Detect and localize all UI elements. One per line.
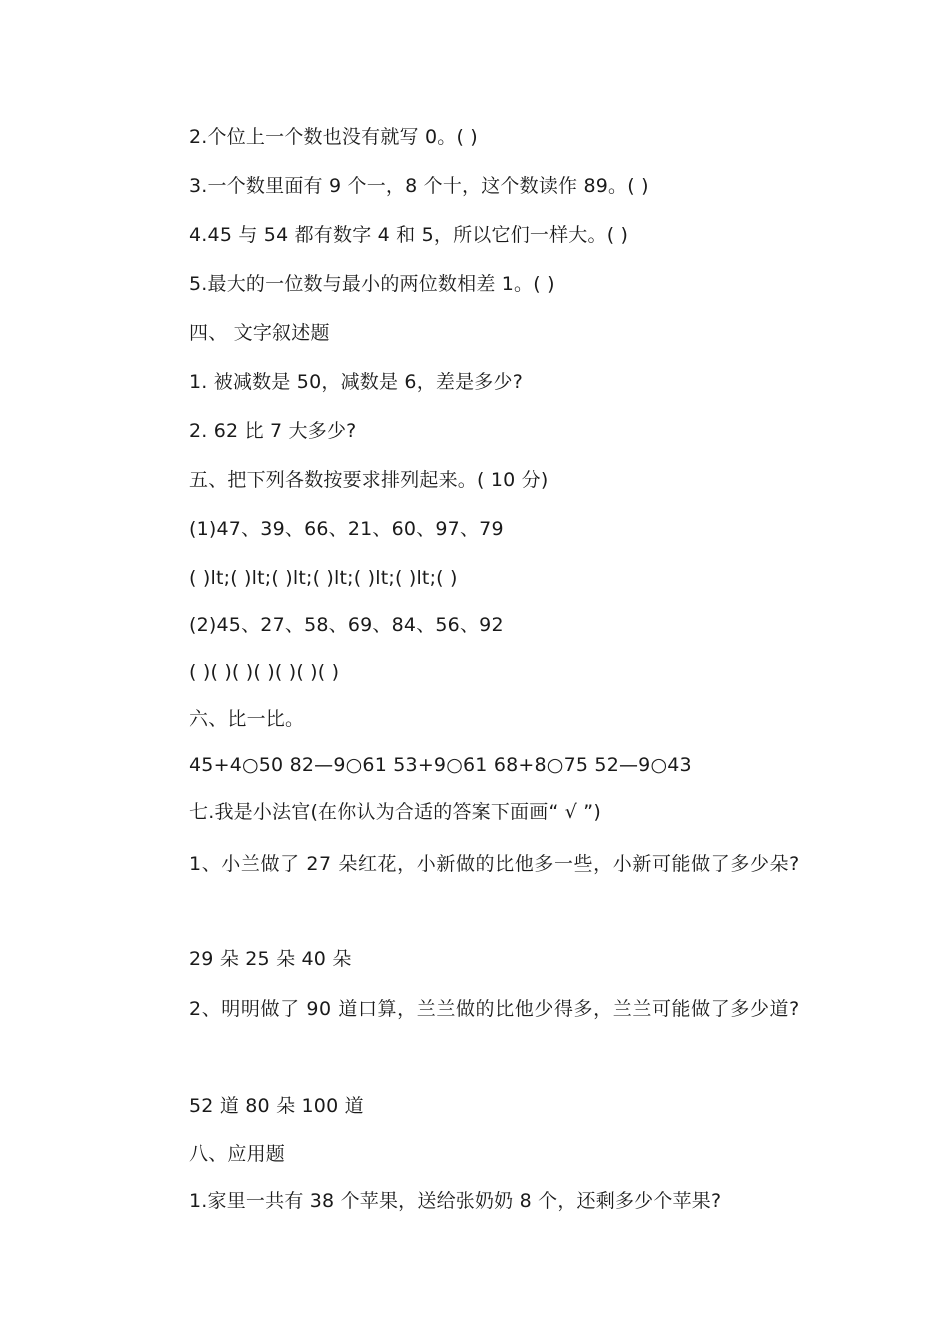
section-8-heading: 八、应用题 <box>189 1143 286 1165</box>
sort-set-1: (1)47、39、66、21、60、97、79 <box>189 518 504 540</box>
judge-question-1: 1、小兰做了 27 朵红花，小新做的比他多一些，小新可能做了多少朵? <box>189 853 800 875</box>
word-problem-2: 2. 62 比 7 大多少? <box>189 420 357 442</box>
sort-answer-1: ( )lt;( )lt;( )lt;( )lt;( )lt;( )lt;( ) <box>189 567 458 589</box>
section-4-heading: 四、 文字叙述题 <box>189 322 330 344</box>
judge-item-3: 3.一个数里面有 9 个一，8 个十，这个数读作 89。( ) <box>189 175 649 197</box>
judge-options-2: 52 道 80 朵 100 道 <box>189 1095 364 1117</box>
judge-question-2: 2、明明做了 90 道口算，兰兰做的比他少得多，兰兰可能做了多少道? <box>189 998 800 1020</box>
judge-item-4: 4.45 与 54 都有数字 4 和 5，所以它们一样大。( ) <box>189 224 629 246</box>
judge-item-2: 2.个位上一个数也没有就写 0。( ) <box>189 126 478 148</box>
judge-item-5: 5.最大的一位数与最小的两位数相差 1。( ) <box>189 273 555 295</box>
section-7-heading: 七.我是小法官(在你认为合适的答案下面画“ √ ”) <box>189 801 601 823</box>
compare-items: 45+4○50 82—9○61 53+9○61 68+8○75 52—9○43 <box>189 754 692 776</box>
section-5-heading: 五、把下列各数按要求排列起来。( 10 分) <box>189 469 549 491</box>
word-problem-1: 1. 被减数是 50，减数是 6，差是多少? <box>189 371 523 393</box>
application-problem-1: 1.家里一共有 38 个苹果，送给张奶奶 8 个，还剩多少个苹果? <box>189 1190 722 1212</box>
section-6-heading: 六、比一比。 <box>189 708 305 730</box>
judge-options-1: 29 朵 25 朵 40 朵 <box>189 948 352 970</box>
sort-set-2: (2)45、27、58、69、84、56、92 <box>189 614 504 636</box>
sort-answer-2: ( )( )( )( )( )( )( ) <box>189 661 340 683</box>
